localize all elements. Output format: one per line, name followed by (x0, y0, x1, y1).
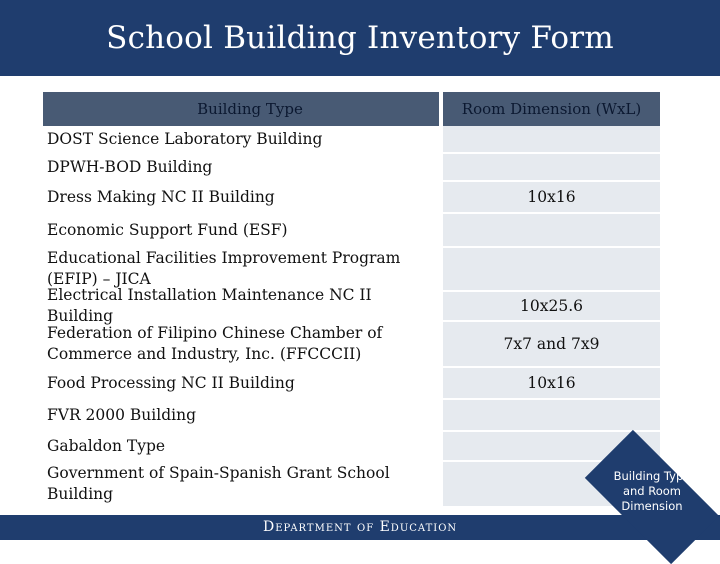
room-dimension-cell (443, 248, 660, 292)
room-dimension-cell: 7x7 and 7x9 (443, 322, 660, 368)
room-dimension-cell (443, 154, 660, 182)
building-type-cell: Economic Support Fund (ESF) (43, 214, 439, 248)
room-dimension-cell (443, 400, 660, 432)
table-row (43, 286, 660, 325)
table-header (43, 92, 660, 126)
table-row (43, 154, 660, 182)
building-type-cell: Federation of Filipino Chinese Chamber of Commerce and Industry, Inc. (FFCCCII) (43, 322, 439, 368)
table-row (43, 368, 660, 400)
building-type-cell: Food Processing NC II Building (43, 368, 439, 400)
building-type-cell: FVR 2000 Building (43, 400, 439, 432)
inventory-table (43, 92, 660, 508)
header-bar (0, 0, 720, 76)
room-dimension-cell: 10x16 (443, 182, 660, 214)
column-header-building-type: Building Type (43, 92, 439, 126)
room-dimension-cell: 10x25.6 (443, 292, 660, 322)
building-type-cell: Dress Making NC II Building (43, 182, 439, 214)
page-title: School Building Inventory Form (106, 20, 614, 56)
table-row (43, 400, 660, 432)
department-of-education-logo: Department of Education (263, 519, 458, 535)
room-dimension-cell: 10x16 (443, 368, 660, 400)
table-row (43, 462, 660, 508)
table-row (43, 214, 660, 248)
table-row (43, 126, 660, 154)
table-row (43, 182, 660, 214)
building-type-cell: DOST Science Laboratory Building (43, 126, 439, 154)
building-type-cell: Gabaldon Type (43, 432, 439, 462)
table-row (43, 432, 660, 462)
building-type-cell: Educational Facilities Improvement Program (EFIP) – JICA (43, 248, 439, 292)
building-type-cell: Government of Spain-Spanish Grant School Building (43, 462, 439, 508)
room-dimension-cell (443, 126, 660, 154)
building-type-cell: Electrical Installation Maintenance NC II Building (43, 292, 439, 322)
building-type-cell: DPWH-BOD Building (43, 154, 439, 182)
column-header-room-dimension: Room Dimension (WxL) (443, 92, 660, 126)
table-row (43, 322, 660, 368)
room-dimension-cell (443, 214, 660, 248)
badge-label: Building Type and Room Dimension (613, 469, 691, 513)
